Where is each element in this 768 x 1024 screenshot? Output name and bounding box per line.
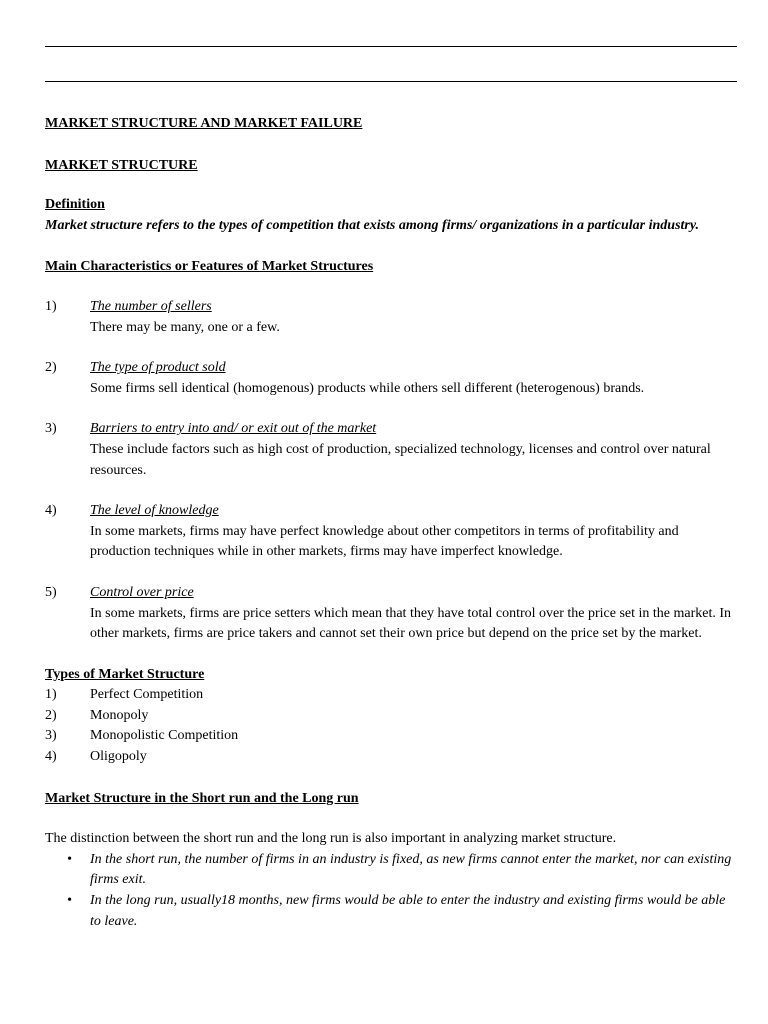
runs-heading: Market Structure in the Short run and the Long run xyxy=(45,790,359,806)
item-text: In some markets, firms may have perfect knowledge about other competitors in terms of profitability and production techniques while in other markets, firms may have imperfect knowledge. xyxy=(90,523,679,560)
item-number: 4) xyxy=(45,749,57,765)
item-body xyxy=(90,419,737,481)
item-text: Monopoly xyxy=(90,707,149,723)
item-number: 3) xyxy=(45,728,57,744)
item-number: 5) xyxy=(45,584,57,600)
type-item xyxy=(45,726,737,747)
top-rule-2 xyxy=(45,81,737,82)
item-text: Perfect Competition xyxy=(90,687,204,703)
bullet-item xyxy=(45,891,737,932)
item-number: 1) xyxy=(45,687,57,703)
top-rule-1 xyxy=(45,46,737,47)
type-item xyxy=(45,706,737,727)
item-text: There may be many, one or a few. xyxy=(90,319,280,335)
item-body xyxy=(90,583,737,645)
characteristic-item xyxy=(45,419,737,481)
item-text: Some firms sell identical (homogenous) products while others sell different (heterogenous) brands. xyxy=(90,380,645,396)
item-text: These include factors such as high cost of production, specialized technology, licenses and control over natural resources. xyxy=(90,441,711,478)
bullet-icon: • xyxy=(67,851,72,867)
characteristic-item xyxy=(45,583,737,645)
item-title: Control over price xyxy=(90,584,194,600)
types-heading: Types of Market Structure xyxy=(45,666,205,682)
item-title: The type of product sold xyxy=(90,360,226,376)
bullet-text: In the short run, the number of firms in an industry is fixed, as new firms cannot enter the market, nor can existing firms exit. xyxy=(90,851,732,888)
item-title: The number of sellers xyxy=(90,298,212,314)
item-number: 3) xyxy=(45,421,57,437)
item-text: Oligopoly xyxy=(90,749,147,765)
section-title: MARKET STRUCTURE xyxy=(45,157,198,173)
document-title: MARKET STRUCTURE AND MARKET FAILURE xyxy=(45,116,363,131)
type-item xyxy=(45,747,737,768)
item-text: Monopolistic Competition xyxy=(90,728,239,744)
item-title: Barriers to entry into and/ or exit out of the market xyxy=(90,421,377,437)
characteristics-heading: Main Characteristics or Features of Market Structures xyxy=(45,259,374,275)
definition-label: Definition xyxy=(45,197,105,213)
characteristic-item xyxy=(45,501,737,563)
bullet-icon: • xyxy=(67,893,72,909)
bullet-item xyxy=(45,850,737,891)
characteristic-item xyxy=(45,358,737,399)
item-number: 4) xyxy=(45,503,57,519)
document-body xyxy=(45,114,737,932)
bullet-text: In the long run, usually18 months, new firms would be able to enter the industry and existing firms would be able to leave. xyxy=(90,893,726,929)
definition-text: Market structure refers to the types of competition that exists among firms/ organizations in a particular industry. xyxy=(45,217,700,233)
item-title: The level of knowledge xyxy=(90,503,219,519)
item-number: 2) xyxy=(45,707,57,723)
item-body xyxy=(90,501,737,563)
runs-intro: The distinction between the short run and the long run is also important in analyzing market structure. xyxy=(45,831,617,847)
item-body xyxy=(90,358,737,399)
item-body xyxy=(90,297,737,338)
item-number: 1) xyxy=(45,298,57,314)
runs-bullet-list xyxy=(45,850,737,932)
item-number: 2) xyxy=(45,360,57,376)
type-item xyxy=(45,685,737,706)
characteristic-item xyxy=(45,297,737,338)
item-text: In some markets, firms are price setters which mean that they have total control over the price set in the market. In other markets, firms are price takers and cannot set their own price but depend on the price set by the market. xyxy=(90,605,732,642)
